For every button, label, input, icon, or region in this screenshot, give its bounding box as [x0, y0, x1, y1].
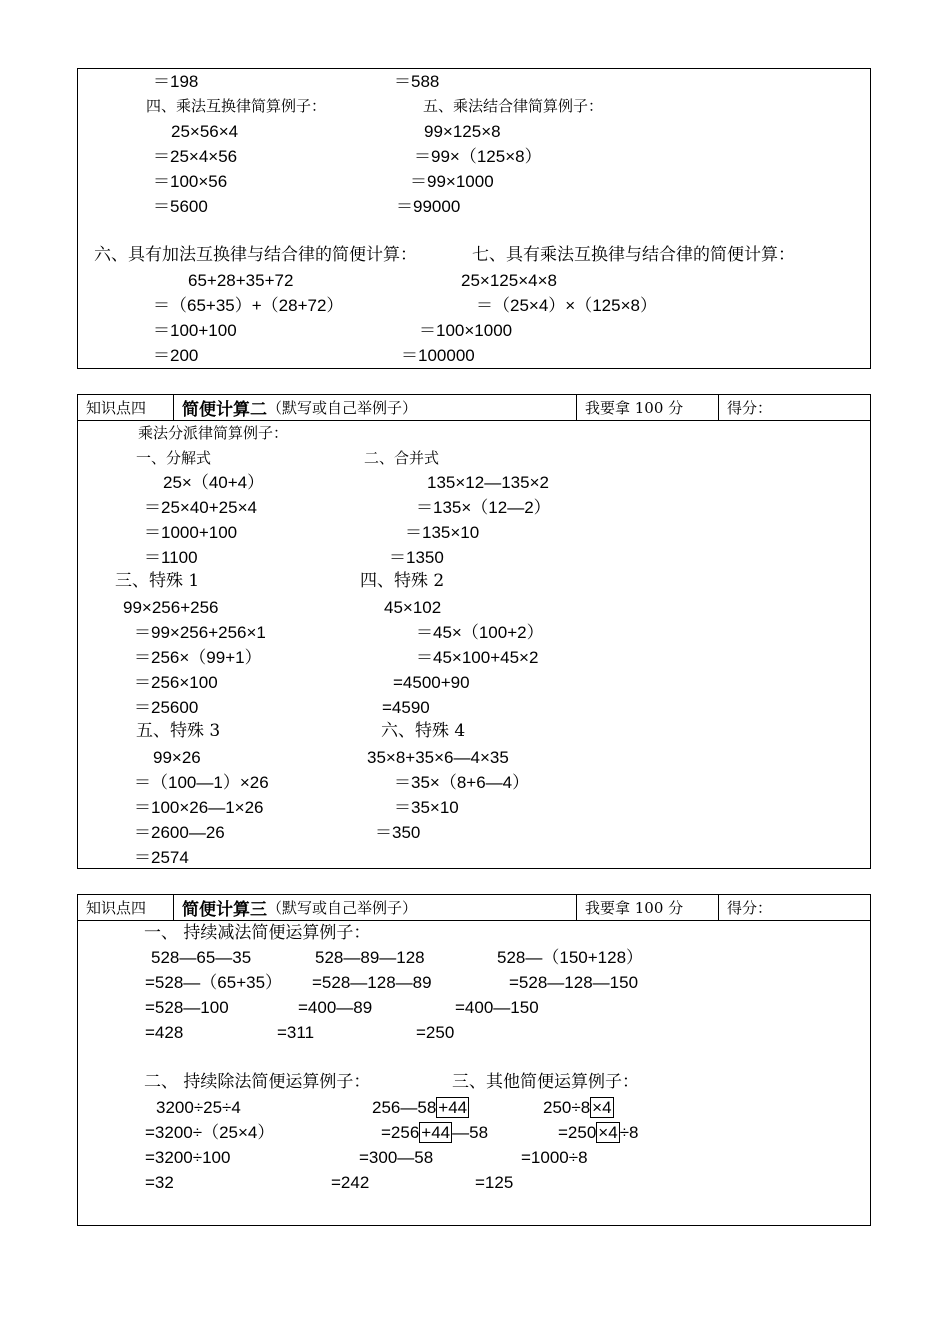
knowledge-point-label: 知识点四 — [86, 899, 147, 917]
calc-line: =311 — [277, 1023, 315, 1042]
calc-line: ＝99×（125×8） — [414, 147, 542, 166]
calc-line: =3200÷（25×4） — [145, 1123, 275, 1142]
calc-part: 256—58 — [372, 1098, 437, 1117]
example-heading: 六、具有加法互换律与结合律的简便计算： — [94, 245, 417, 265]
example-heading: 四、乘法互换律简算例子： — [146, 97, 327, 115]
calc-line — [543, 1097, 614, 1118]
calc-line: =250 — [416, 1023, 455, 1042]
example-heading: 四、特殊 2 — [360, 571, 445, 591]
calc-line: =3200÷100 — [145, 1148, 231, 1167]
calc-line: ＝100×1000 — [419, 321, 513, 340]
score-field[interactable]: 得分： — [718, 395, 870, 420]
section-simple-calc-three — [77, 894, 871, 1226]
calc-line: 99×125×8 — [424, 122, 501, 141]
calc-line: =32 — [145, 1173, 174, 1192]
calc-line: =400—89 — [298, 998, 373, 1017]
calc-line: ＝135×10 — [405, 523, 480, 542]
calc-line: 99×256+256 — [123, 598, 219, 617]
calc-line: 45×102 — [384, 598, 442, 617]
calc-part: ÷8 — [619, 1123, 639, 1142]
calc-line: 3200÷25÷4 — [156, 1098, 241, 1117]
calc-line: ＝1000+100 — [144, 523, 238, 542]
boxed-term: ×4 — [598, 1123, 618, 1142]
example-heading: 三、其他简便运算例子： — [452, 1072, 639, 1092]
calc-line: ＝256×100 — [134, 673, 218, 692]
section-subtitle: （默写或自己举例子） — [267, 399, 418, 417]
calc-line: =4590 — [382, 698, 430, 717]
calc-line: =528—128—150 — [509, 973, 639, 992]
calc-line: ＝1350 — [389, 548, 444, 567]
calc-part: =250 — [558, 1123, 597, 1142]
calc-line: =1000÷8 — [521, 1148, 588, 1167]
calc-line: =242 — [331, 1173, 370, 1192]
calc-line — [558, 1122, 638, 1143]
calc-line: ＝25×40+25×4 — [144, 498, 257, 517]
calc-part: —58 — [452, 1123, 489, 1142]
calc-line: ＝（100—1）×26 — [134, 773, 269, 792]
example-heading: 六、特殊 4 — [381, 721, 466, 741]
calc-line: ＝99×1000 — [410, 172, 494, 191]
example-heading: 乘法分派律简算例子： — [138, 424, 289, 442]
calc-line: =528—（65+35） — [145, 973, 283, 992]
calc-part: =256 — [381, 1123, 420, 1142]
example-heading: 五、乘法结合律简算例子： — [423, 97, 604, 115]
example-heading: 一、分解式 — [136, 449, 212, 467]
example-heading: 七、具有乘法互换律与结合律的简便计算： — [472, 245, 795, 265]
section-title-text: 简便计算二 — [182, 400, 267, 420]
target-score-label: 我要拿 100 分 — [576, 395, 718, 420]
section-title — [173, 895, 576, 920]
calc-line: ＝（65+35）+（28+72） — [153, 296, 344, 315]
example-heading: 三、特殊 1 — [115, 571, 200, 591]
example-heading: 一、 持续减法简便运算例子： — [144, 923, 371, 943]
calc-line: ＝200 — [153, 346, 199, 365]
calc-line: 65+28+35+72 — [188, 271, 294, 290]
calc-line: 528—（150+128） — [497, 948, 644, 967]
section-title-text: 简便计算三 — [182, 900, 267, 920]
calc-line: ＝256×（99+1） — [134, 648, 262, 667]
boxed-term: +44 — [438, 1098, 468, 1117]
calc-line: ＝2574 — [134, 848, 189, 867]
calc-line: ＝99×256+256×1 — [134, 623, 266, 642]
calc-line: ＝35×10 — [394, 798, 459, 817]
score-field[interactable]: 得分： — [718, 895, 870, 920]
calc-line: ＝588 — [394, 72, 440, 91]
example-heading: 二、合并式 — [364, 449, 440, 467]
boxed-term: +44 — [421, 1123, 451, 1142]
calc-line: ＝198 — [153, 72, 199, 91]
calc-part: 250÷8 — [543, 1098, 591, 1117]
calc-line: =528—100 — [145, 998, 229, 1017]
calc-line — [372, 1097, 469, 1118]
calc-line: 25×（40+4） — [163, 473, 265, 492]
calc-line: =125 — [475, 1173, 514, 1192]
calc-line: 528—89—128 — [315, 948, 425, 967]
top-section — [77, 68, 871, 369]
example-heading: 五、特殊 3 — [136, 721, 221, 741]
calc-line: ＝100000 — [401, 346, 475, 365]
calc-line: ＝100+100 — [153, 321, 237, 340]
section-title — [173, 395, 576, 420]
section-header — [78, 895, 870, 921]
calc-line: 99×26 — [153, 748, 201, 767]
calc-line: ＝100×56 — [153, 172, 228, 191]
calc-line: ＝99000 — [396, 197, 461, 216]
calc-line: 25×125×4×8 — [461, 271, 557, 290]
boxed-term: ×4 — [592, 1098, 612, 1117]
calc-line: ＝45×（100+2） — [416, 623, 544, 642]
calc-line: ＝350 — [375, 823, 421, 842]
calc-line: =4500+90 — [393, 673, 470, 692]
calc-line: 25×56×4 — [171, 122, 239, 141]
calc-line: =300—58 — [359, 1148, 434, 1167]
calc-line: 528—65—35 — [151, 948, 252, 967]
calc-line — [381, 1122, 488, 1143]
calc-line: ＝2600—26 — [134, 823, 225, 842]
example-heading: 二、 持续除法简便运算例子： — [144, 1072, 371, 1092]
section-header — [78, 395, 870, 421]
calc-line: 135×12—135×2 — [427, 473, 549, 492]
target-score-label: 我要拿 100 分 — [576, 895, 718, 920]
calc-line: ＝135×（12—2） — [416, 498, 551, 517]
calc-line: ＝25×4×56 — [153, 147, 238, 166]
knowledge-point-label: 知识点四 — [86, 399, 147, 417]
calc-line: ＝45×100+45×2 — [416, 648, 539, 667]
calc-line: =428 — [145, 1023, 184, 1042]
calc-line: =400—150 — [455, 998, 539, 1017]
calc-line: 35×8+35×6—4×35 — [367, 748, 509, 767]
section-subtitle: （默写或自己举例子） — [267, 899, 418, 917]
calc-line: ＝5600 — [153, 197, 208, 216]
calc-line: ＝35×（8+6—4） — [394, 773, 530, 792]
calc-line: =528—128—89 — [312, 973, 432, 992]
calc-line: ＝25600 — [134, 698, 199, 717]
calc-line: ＝100×26—1×26 — [134, 798, 264, 817]
calc-line: ＝（25×4）×（125×8） — [476, 296, 657, 315]
calc-line: ＝1100 — [144, 548, 198, 567]
section-simple-calc-two — [77, 394, 871, 869]
